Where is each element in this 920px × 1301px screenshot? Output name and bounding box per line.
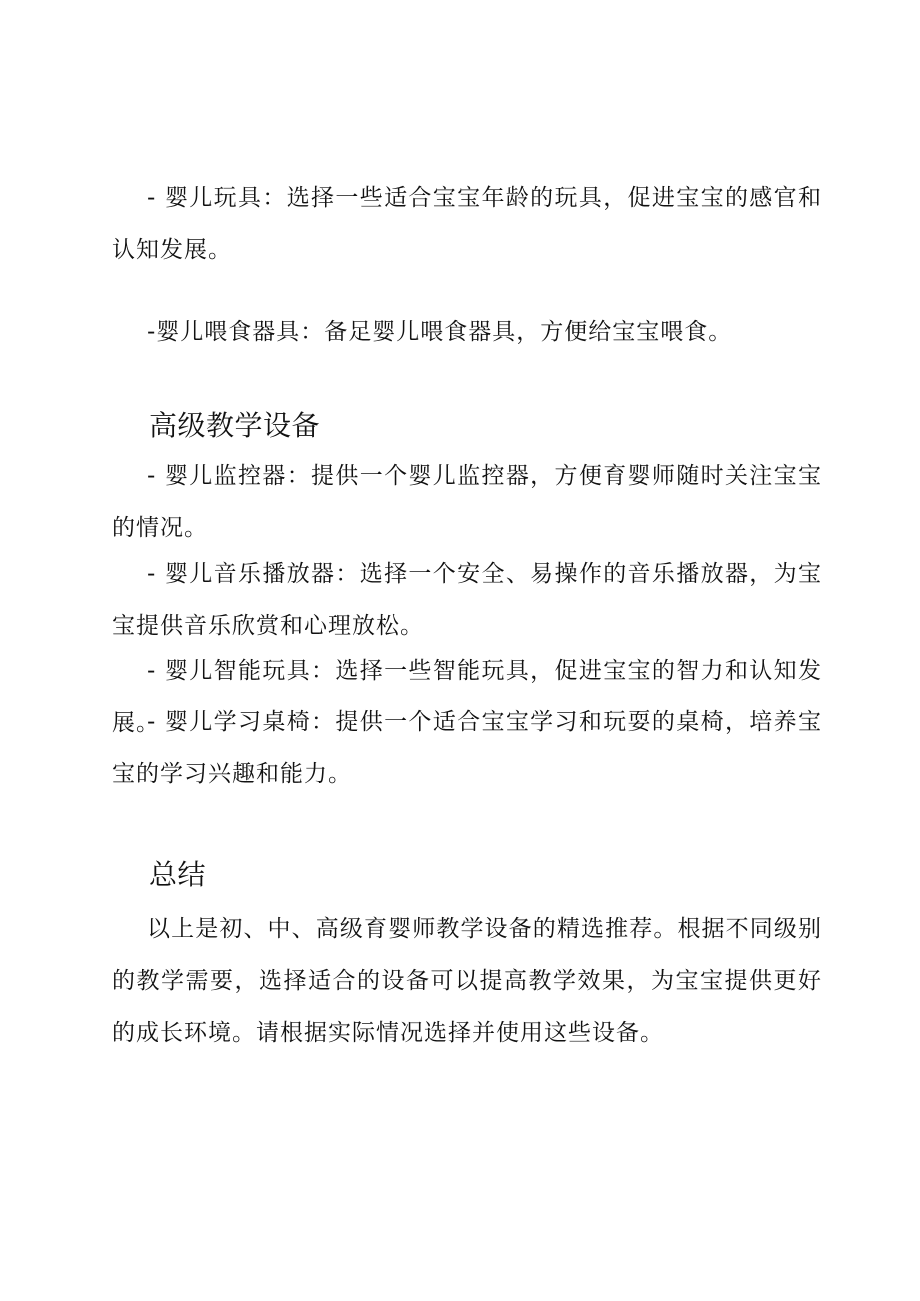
summary-paragraph: 以上是初、中、高级育婴师教学设备的精选推荐。根据不同级别的教学需要，选择适合的设备可以提高教学效果，为宝宝提供更好的成长环境。请根据实际情况选择并使用这些设备。 [112,916,822,1046]
section-heading-advanced: 高级教学设备 [149,409,321,442]
section-heading-summary: 总结 [149,858,207,891]
list-item-baby-monitor: - 婴儿监控器：提供一个婴儿监控器，方便育婴师随时关注宝宝的情况。 [112,463,822,541]
list-item-baby-toys: - 婴儿玩具：选择一些适合宝宝年龄的玩具，促进宝宝的感官和认知发展。 [112,185,822,263]
list-item-feeding-utensils: -婴儿喂食器具：备足婴儿喂食器具，方便给宝宝喂食。 [147,319,733,345]
list-item-study-desk: - 婴儿学习桌椅：提供一个适合宝宝学习和玩耍的桌椅，培养宝宝的学习兴趣和能力。 [112,709,822,787]
list-item-smart-toys: - 婴儿智能玩具：选择一些智能玩具，促进宝宝的智力和认知发展。 [112,658,822,736]
list-item-music-player: - 婴儿音乐播放器：选择一个安全、易操作的音乐播放器，为宝宝提供音乐欣赏和心理放松。 [112,561,822,639]
